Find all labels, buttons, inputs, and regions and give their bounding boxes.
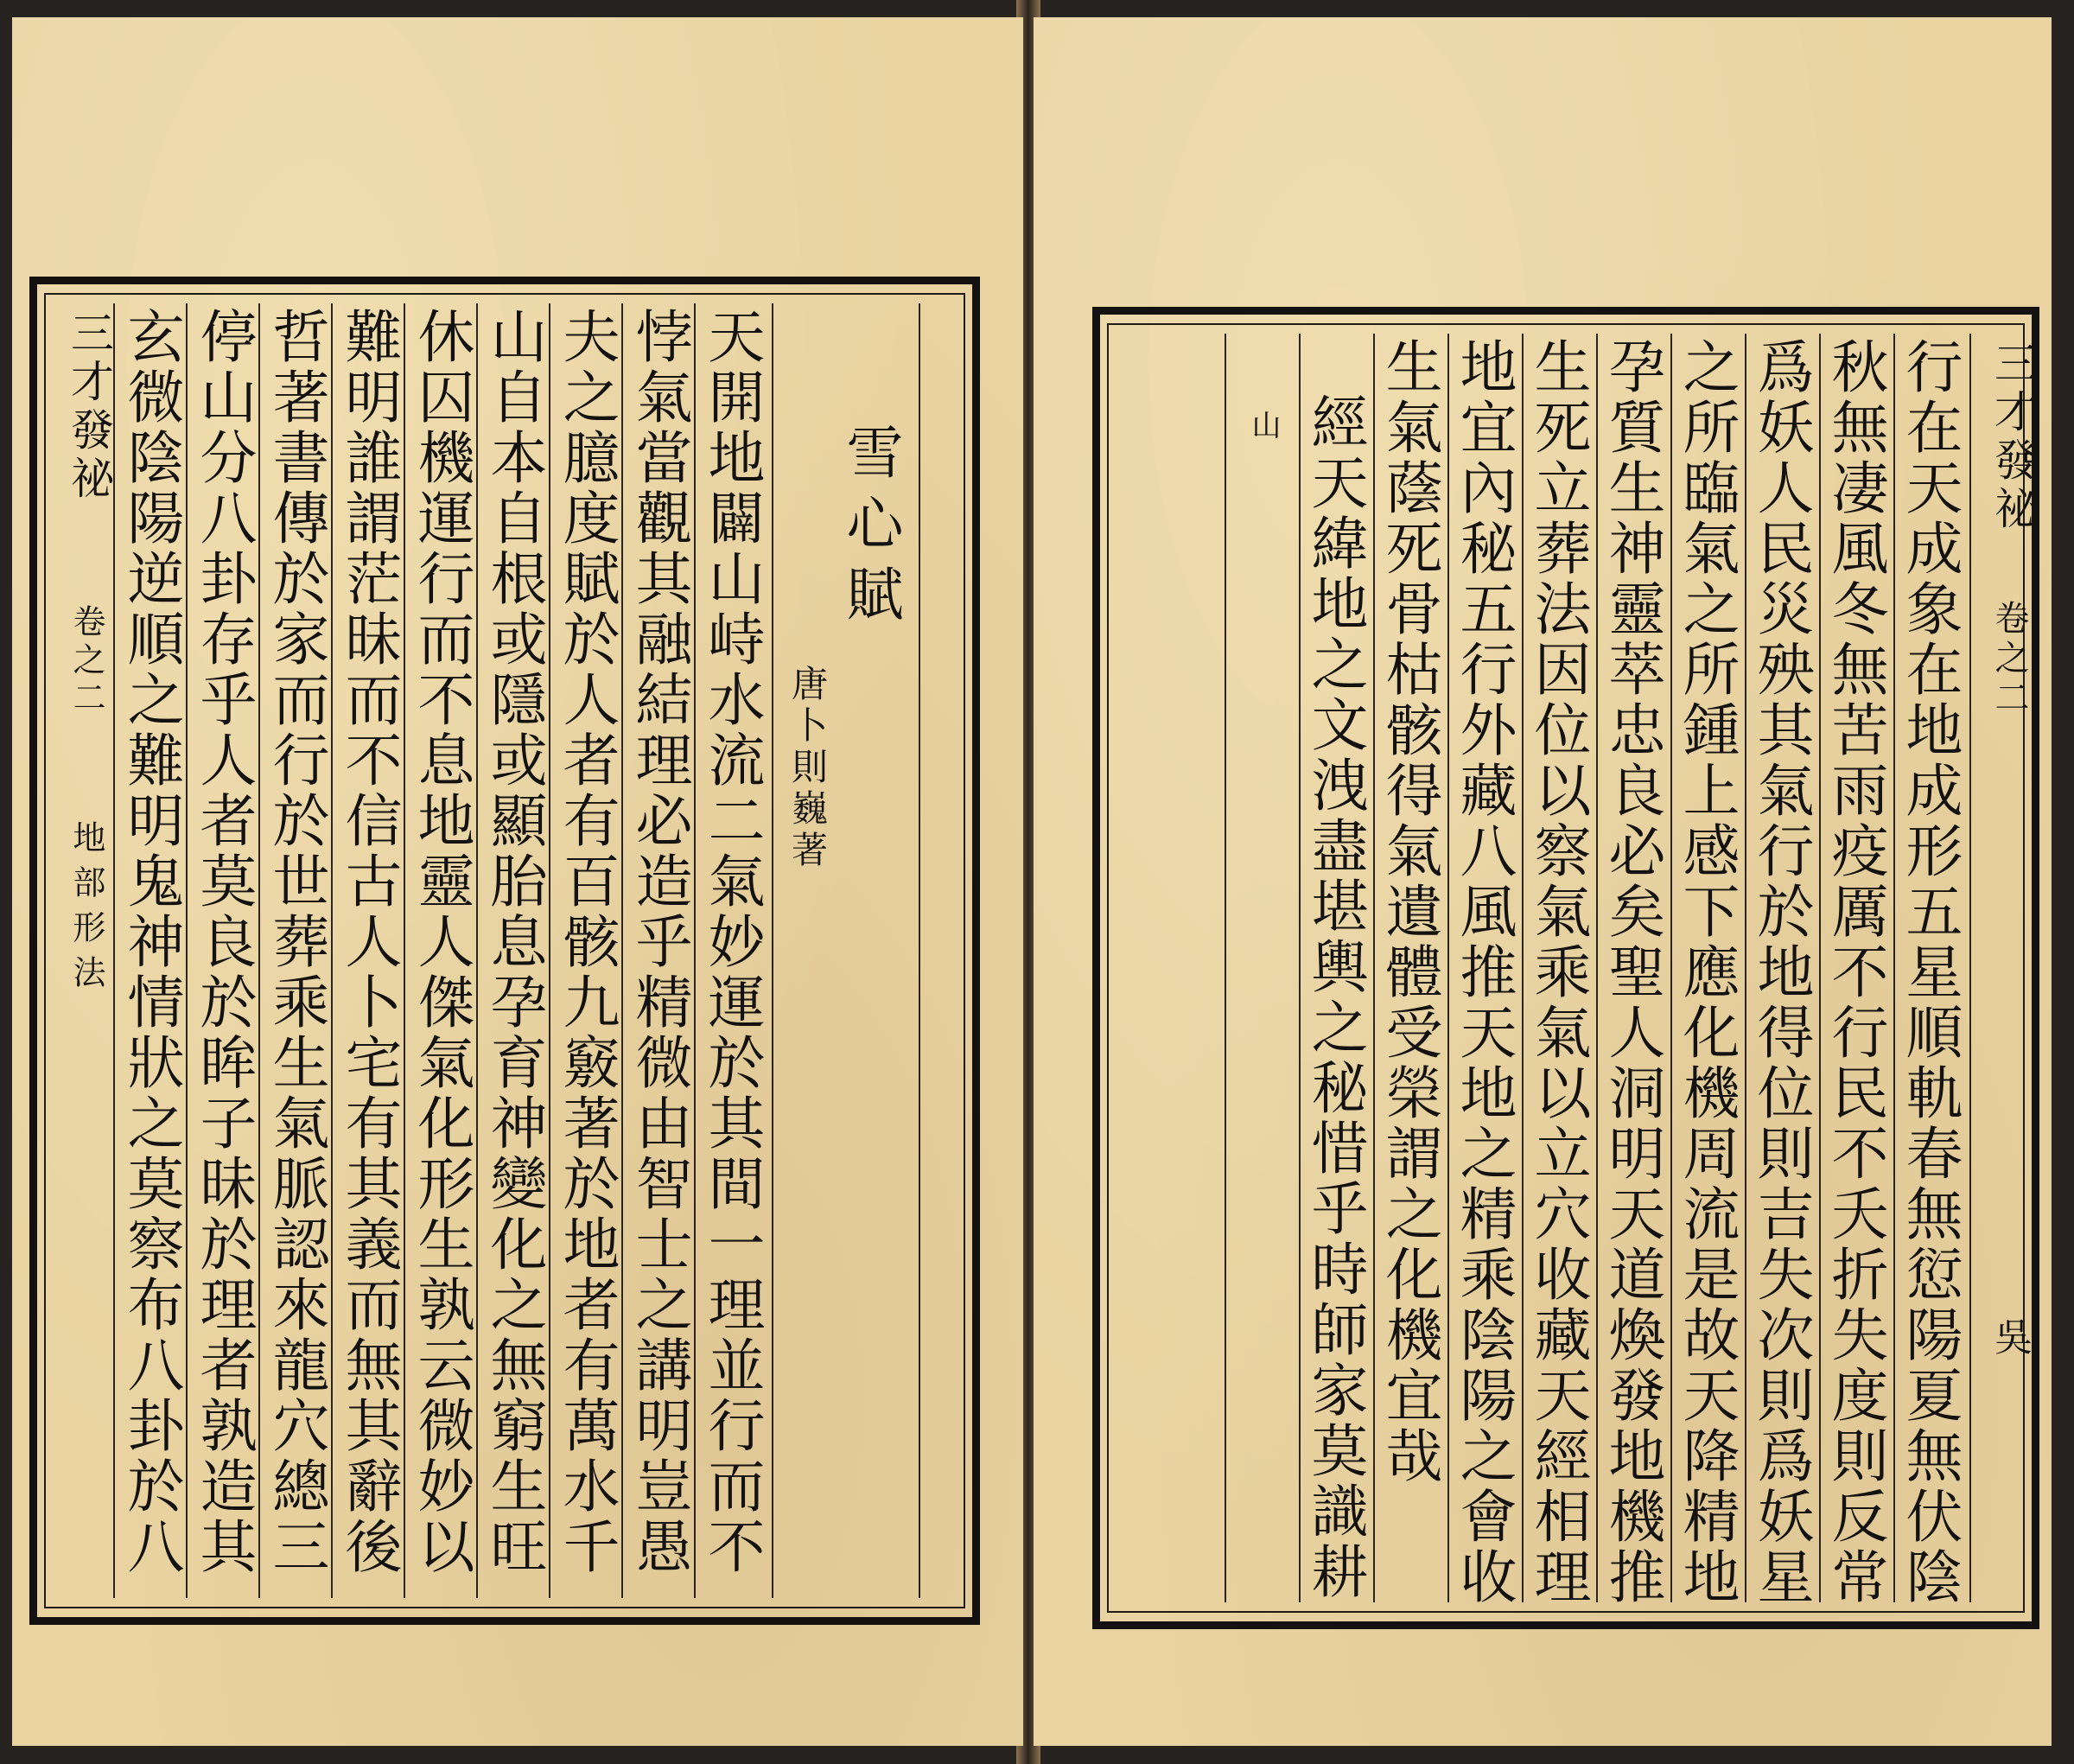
text-column-4: 之所臨氣之所鍾上感下應化機周流是故天降精地	[1673, 337, 1740, 1608]
column-rule	[1670, 334, 1672, 1602]
text-author: 唐卜則巍著	[786, 665, 829, 872]
column-rule	[621, 303, 623, 1598]
text-column-8: 停山分八卦存乎人者莫良於眸子昧於理者孰造其	[190, 307, 257, 1577]
column-rule	[1447, 334, 1449, 1602]
text-column-8: 生氣蔭死骨枯骸得氣遺體受榮謂之化機宜哉	[1376, 337, 1442, 1487]
margin-volume: 卷之二	[1989, 600, 2029, 719]
text-column-9: 玄微陰陽逆順之難明鬼神情狀之莫察布八卦於八	[118, 307, 184, 1577]
column-rule	[694, 303, 696, 1598]
text-column-5: 休囚機運行而不息地靈人傑氣化形生孰云微妙以	[408, 307, 474, 1577]
column-rule	[258, 303, 260, 1598]
column-rule	[1969, 334, 1971, 1602]
column-rule	[186, 303, 188, 1598]
column-rule	[404, 303, 405, 1598]
text-column-7: 哲著書傳於家而行於世葬乘生氣脈認來龍穴總三	[263, 307, 329, 1577]
text-column-6: 難明誰謂茫昧而不信古人卜宅有其義而無其辭後	[335, 307, 402, 1577]
text-column-3: 夫之臆度賦於人者有百骸九竅著於地者有萬水千	[553, 307, 620, 1577]
column-rule	[1819, 334, 1821, 1602]
column-rule	[1745, 334, 1746, 1602]
margin-volume: 卷之二	[67, 604, 105, 718]
column-rule	[919, 303, 920, 1598]
column-rule	[1893, 334, 1895, 1602]
text-column-1: 天開地闢山峙水流二氣妙運於其間一理並行而不	[698, 307, 765, 1577]
text-column-6: 生死立葬法因位以察氣乘氣以立穴收藏天經相理	[1524, 337, 1591, 1608]
text-column-9: 經天緯地之文洩盡堪輿之秘惜乎時師家莫識耕	[1301, 392, 1368, 1602]
right-page-frame	[1092, 307, 2039, 1629]
text-column-5: 孕質生神靈萃忠良必矣聖人洞明天道煥發地機推	[1599, 337, 1665, 1608]
column-rule	[1299, 334, 1301, 1602]
column-rule	[1225, 334, 1226, 1602]
text-title: 雪心賦	[837, 423, 903, 635]
left-page-frame	[29, 277, 980, 1625]
column-rule	[1373, 334, 1375, 1602]
column-rule	[476, 303, 478, 1598]
column-rule	[1522, 334, 1524, 1602]
column-rule	[1596, 334, 1598, 1602]
margin-page-mark: 吳	[1988, 1317, 2032, 1355]
text-column-2: 悖氣當觀其融結理必造乎精微由智士之講明豈愚	[626, 307, 692, 1577]
column-rule	[772, 303, 773, 1598]
text-column-7: 地宜內秘五行外藏八風推天地之精乘陰陽之會收	[1450, 337, 1517, 1608]
text-column-10: 山	[1246, 410, 1281, 439]
text-column-2: 秋無凄風冬無苦雨疫厲不行民不夭折失度則反常	[1822, 337, 1888, 1608]
right-page	[1034, 17, 2052, 1746]
margin-book-title: 三才發祕	[1988, 341, 2038, 534]
margin-section: 地部形法	[67, 820, 105, 1000]
column-rule	[549, 303, 550, 1598]
margin-book-title: 三才發祕	[64, 310, 114, 504]
text-column-3: 爲妖人民災殃其氣行於地得位則吉失次則爲妖星	[1747, 337, 1814, 1608]
column-rule	[331, 303, 333, 1598]
text-column-1: 行在天成象在地成形五星順軌春無愆陽夏無伏陰	[1896, 337, 1963, 1608]
left-page	[12, 17, 1023, 1746]
text-column-4: 山自本自根或隱或顯胎息孕育神變化之無窮生旺	[480, 307, 547, 1577]
